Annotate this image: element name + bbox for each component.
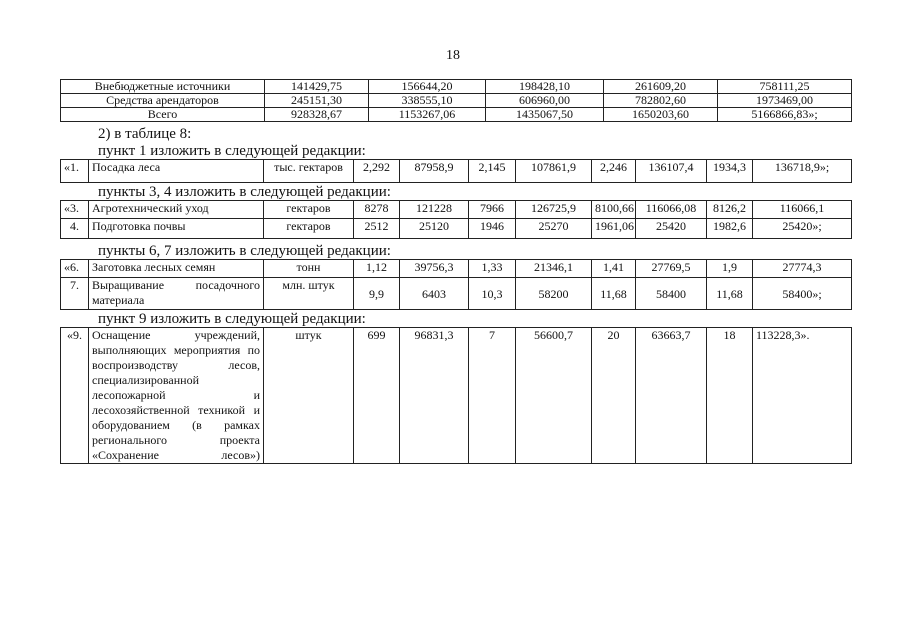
page-number: 18 (446, 48, 460, 63)
section-heading: пункт 1 изложить в следующей редакции: (98, 143, 366, 159)
table-cell: 56600,7 (516, 328, 592, 464)
table-cell: 1934,3 (707, 160, 753, 183)
table-cell: 1,12 (354, 260, 400, 278)
intro-text: 2) в таблице 8: (98, 126, 192, 142)
table-cell: 116066,08 (636, 201, 707, 219)
row-number: 4. (61, 219, 89, 239)
row-number: «6. (61, 260, 89, 278)
table-cell: 21346,1 (516, 260, 592, 278)
item-unit: гектаров (264, 219, 354, 239)
item-name: Заготовка лесных семян (89, 260, 264, 278)
section-heading: пункт 9 изложить в следующей редакции: (98, 311, 366, 327)
item-name: Оснащение учреждений, выполняющих мероприятия по воспроизводству лесов, специализированной лесопожарной и лесохозяйственной техникой и оборудованием (в рамках регионального проекта «Сохранение лесов») (89, 328, 264, 464)
table-row (61, 219, 852, 239)
table-cell: 63663,7 (636, 328, 707, 464)
section-heading: пункты 3, 4 изложить в следующей редакции: (98, 184, 391, 200)
table-row (61, 80, 852, 94)
table-cell: 18 (707, 328, 753, 464)
item-name: Агротехнический уход (89, 201, 264, 219)
table-cell: 25420»; (753, 219, 852, 239)
items-table-4 (60, 327, 852, 464)
table-cell: 25270 (516, 219, 592, 239)
table-cell: 1153267,06 (369, 108, 486, 122)
section-heading: пункты 6, 7 изложить в следующей редакции: (98, 243, 391, 259)
row-number: «1. (61, 160, 89, 183)
table-row (61, 108, 852, 122)
table-cell: 245151,30 (265, 94, 369, 108)
table-cell: 5166866,83»; (718, 108, 852, 122)
table-cell: 10,3 (469, 278, 516, 310)
table-cell: 782802,60 (604, 94, 718, 108)
table-cell: 27774,3 (753, 260, 852, 278)
table-row (61, 278, 852, 310)
table-cell: 7966 (469, 201, 516, 219)
table-cell: 8126,2 (707, 201, 753, 219)
row-number: 7. (61, 278, 89, 310)
item-unit: гектаров (264, 201, 354, 219)
table-cell: 1973469,00 (718, 94, 852, 108)
table-cell: 96831,3 (400, 328, 469, 464)
row-label: Внебюджетные источники (61, 80, 265, 94)
table-cell: 156644,20 (369, 80, 486, 94)
table-cell: 25120 (400, 219, 469, 239)
table-cell: 126725,9 (516, 201, 592, 219)
table-cell: 1,9 (707, 260, 753, 278)
items-table-2 (60, 200, 852, 239)
table-cell: 107861,9 (516, 160, 592, 183)
table-cell: 606960,00 (486, 94, 604, 108)
table-cell: 261609,20 (604, 80, 718, 94)
table-cell: 27769,5 (636, 260, 707, 278)
table-cell: 136107,4 (636, 160, 707, 183)
row-number: «9. (61, 328, 89, 464)
table-cell: 116066,1 (753, 201, 852, 219)
table-row (61, 260, 852, 278)
table-cell: 25420 (636, 219, 707, 239)
table-cell: 11,68 (707, 278, 753, 310)
table-row (61, 94, 852, 108)
table-cell: 1946 (469, 219, 516, 239)
table-cell: 39756,3 (400, 260, 469, 278)
table-cell: 9,9 (354, 278, 400, 310)
table-cell: 87958,9 (400, 160, 469, 183)
row-label: Средства арендаторов (61, 94, 265, 108)
items-table-1 (60, 159, 852, 183)
table-row (61, 328, 852, 464)
row-label: Всего (61, 108, 265, 122)
item-name: Подготовка почвы (89, 219, 264, 239)
table-row (61, 160, 852, 183)
table-cell: 11,68 (592, 278, 636, 310)
table-cell: 1982,6 (707, 219, 753, 239)
table-cell: 58400 (636, 278, 707, 310)
table-cell: 58400»; (753, 278, 852, 310)
row-number: «3. (61, 201, 89, 219)
table-cell: 58200 (516, 278, 592, 310)
items-table-3 (60, 259, 852, 310)
table-cell: 6403 (400, 278, 469, 310)
table-cell: 8100,66 (592, 201, 636, 219)
item-unit: тыс. гектаров (264, 160, 354, 183)
table-cell: 136718,9»; (753, 160, 852, 183)
table-cell: 2,145 (469, 160, 516, 183)
table-cell: 1435067,50 (486, 108, 604, 122)
table-cell: 758111,25 (718, 80, 852, 94)
table-cell: 1650203,60 (604, 108, 718, 122)
item-unit: млн. штук (264, 278, 354, 310)
item-name: Посадка леса (89, 160, 264, 183)
item-unit: штук (264, 328, 354, 464)
table-cell: 8278 (354, 201, 400, 219)
table-cell: 121228 (400, 201, 469, 219)
table-cell: 1,41 (592, 260, 636, 278)
table-cell: 198428,10 (486, 80, 604, 94)
table-cell: 113228,3». (753, 328, 852, 464)
table-cell: 1961,06 (592, 219, 636, 239)
item-unit: тонн (264, 260, 354, 278)
table-cell: 1,33 (469, 260, 516, 278)
table-cell: 2512 (354, 219, 400, 239)
table-cell: 20 (592, 328, 636, 464)
table-cell: 2,246 (592, 160, 636, 183)
table-cell: 699 (354, 328, 400, 464)
funding-table (60, 79, 852, 122)
item-name: Выращивание посадочного материала (89, 278, 264, 310)
table-cell: 141429,75 (265, 80, 369, 94)
table-cell: 2,292 (354, 160, 400, 183)
table-cell: 928328,67 (265, 108, 369, 122)
table-cell: 338555,10 (369, 94, 486, 108)
table-cell: 7 (469, 328, 516, 464)
table-row (61, 201, 852, 219)
